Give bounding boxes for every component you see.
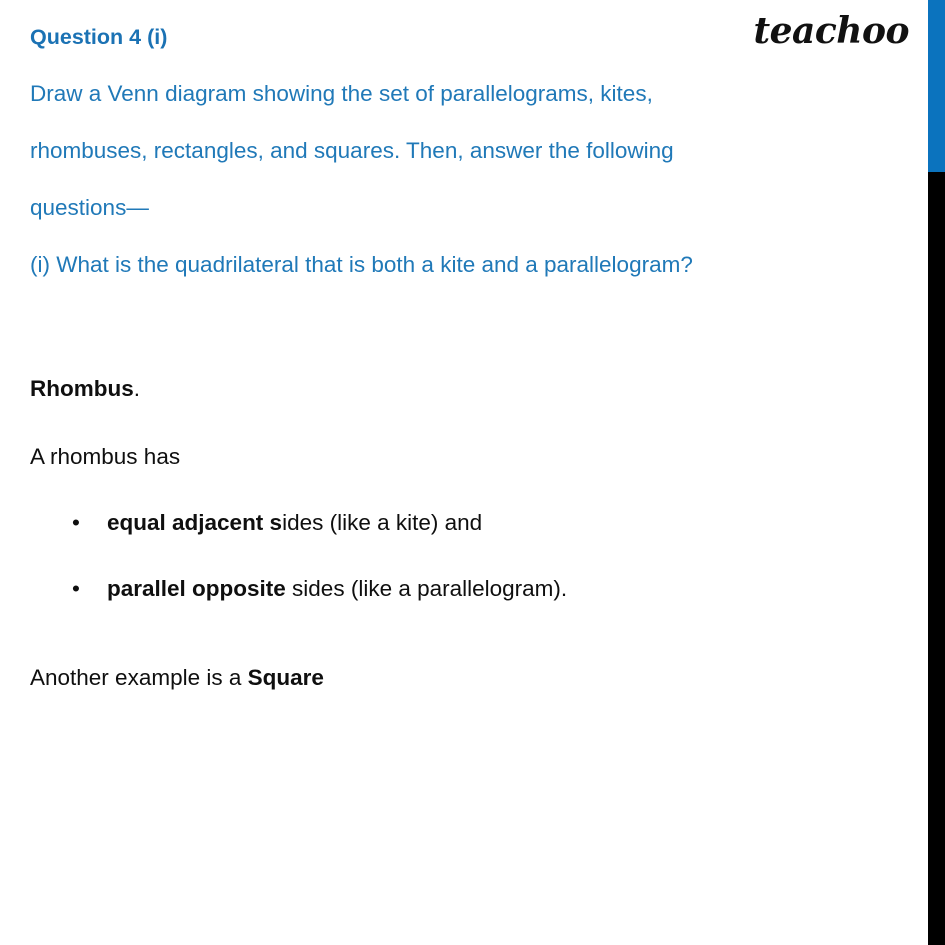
list-item bbox=[30, 575, 910, 603]
answer-lead-bold: Rhombus bbox=[30, 376, 134, 401]
answer-block bbox=[30, 375, 910, 692]
right-edge-blue-stripe bbox=[928, 0, 945, 172]
answer-lead bbox=[30, 375, 910, 403]
bullet-dot-icon: • bbox=[72, 510, 80, 536]
answer-closing-line bbox=[30, 664, 910, 692]
question-title: Question 4 (i) bbox=[30, 25, 168, 49]
bullet-rest-text: sides (like a parallelogram). bbox=[285, 576, 568, 602]
right-edge-black-stripe bbox=[928, 172, 945, 945]
closing-prefix-text: Another example is a bbox=[30, 664, 248, 690]
bullet-rest-text: ides (like a kite) and bbox=[282, 510, 483, 536]
closing-bold-text: Square bbox=[247, 664, 324, 690]
question-line: (i) What is the quadrilateral that is both a kite and a parallelogram? bbox=[30, 251, 693, 277]
list-item bbox=[30, 509, 910, 537]
question-line: questions— bbox=[30, 194, 149, 220]
teachoo-logo: teachoo bbox=[753, 10, 909, 52]
question-line: rhombuses, rectangles, and squares. Then, answer the following bbox=[30, 137, 674, 163]
answer-bullet-list bbox=[30, 509, 910, 603]
bullet-dot-icon: • bbox=[72, 576, 80, 602]
answer-intro: A rhombus has bbox=[30, 444, 181, 470]
bullet-bold-text: parallel opposite bbox=[107, 576, 286, 602]
answer-lead-rest: . bbox=[133, 376, 141, 401]
question-line: Draw a Venn diagram showing the set of parallelograms, kites, bbox=[30, 80, 653, 106]
bullet-bold-text: equal adjacent s bbox=[107, 510, 283, 536]
question-body bbox=[30, 65, 910, 293]
question-block bbox=[30, 24, 910, 293]
